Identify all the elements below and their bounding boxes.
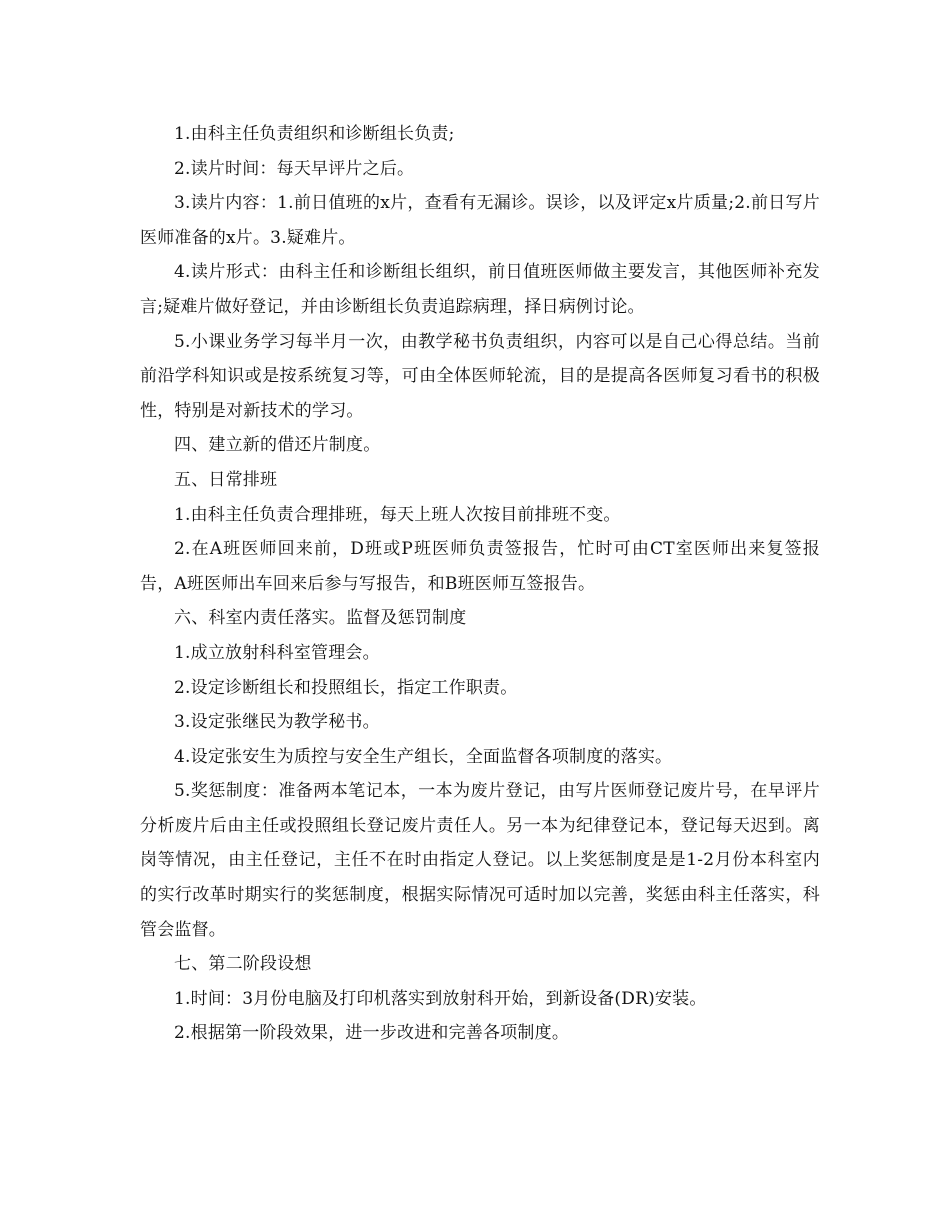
paragraph-rewards-penalties: 5.奖惩制度：准备两本笔记本，一本为废片登记，由写片医师登记废片号，在早评片分析废片后由主任或投照组长登记废片责任人。另一本为纪律登记本，登记每天迟到。离岗等情况，由主任登记，主任不在时由指定人登记。以上奖惩制度是是1-2月份本科室内的实行改革时期实行的奖惩制度，根据实际情况可适时加以完善，奖惩由科主任落实，科管会监督。 (140, 781, 820, 940)
heading-section-five: 五、日常排班 (174, 469, 278, 490)
paragraph-study-session: 5.小课业务学习每半月一次，由教学秘书负责组织，内容可以是自己心得总结。当前前沿学科知识或是按系统复习等，可由全体医师轮流，目的是提高各医师复习看书的积极性，特别是对新技术的学习。 (140, 331, 820, 421)
paragraph-quality-control: 4.设定张安生为质控与安全生产组长，全面监督各项制度的落实。 (174, 746, 673, 767)
paragraph-reading-time: 2.读片时间：每天早评片之后。 (174, 158, 415, 179)
heading-section-six: 六、科室内责任落实。监督及惩罚制度 (174, 608, 467, 629)
paragraph-scheduling: 1.由科主任负责合理排班，每天上班人次按目前排班不变。 (174, 504, 621, 525)
paragraph-management-committee: 1.成立放射科科室管理会。 (174, 642, 380, 663)
document-body (140, 117, 820, 1051)
paragraph-teaching-secretary: 3.设定张继民为教学秘书。 (174, 712, 380, 733)
paragraph-phase-two-timing: 1.时间：3月份电脑及打印机落实到放射科开始，到新设备(DR)安装。 (174, 988, 707, 1009)
heading-section-seven: 七、第二阶段设想 (174, 954, 312, 975)
paragraph-reading-format: 4.读片形式：由科主任和诊断组长组织，前日值班医师做主要发言，其他医师补充发言;疑难片做好登记，并由诊断组长负责追踪病理，择日病例讨论。 (140, 262, 820, 317)
paragraph-reading-content: 3.读片内容：1.前日值班的x片，查看有无漏诊。误诊，以及评定x片质量;2.前日写片医师准备的x片。3.疑难片。 (140, 193, 820, 248)
heading-section-four: 四、建立新的借还片制度。 (174, 435, 381, 456)
paragraph-group-leaders: 2.设定诊断组长和投照组长，指定工作职责。 (174, 677, 518, 698)
paragraph-reading-organizer: 1.由科主任负责组织和诊断组长负责; (174, 124, 455, 144)
paragraph-report-signing: 2.在A班医师回来前，D班或P班医师负责签报告，忙时可由CT室医师出来复签报告，A班医师出车回来后参与写报告，和B班医师互签报告。 (140, 539, 820, 594)
paragraph-phase-two-improvement: 2.根据第一阶段效果，进一步改进和完善各项制度。 (174, 1023, 570, 1044)
